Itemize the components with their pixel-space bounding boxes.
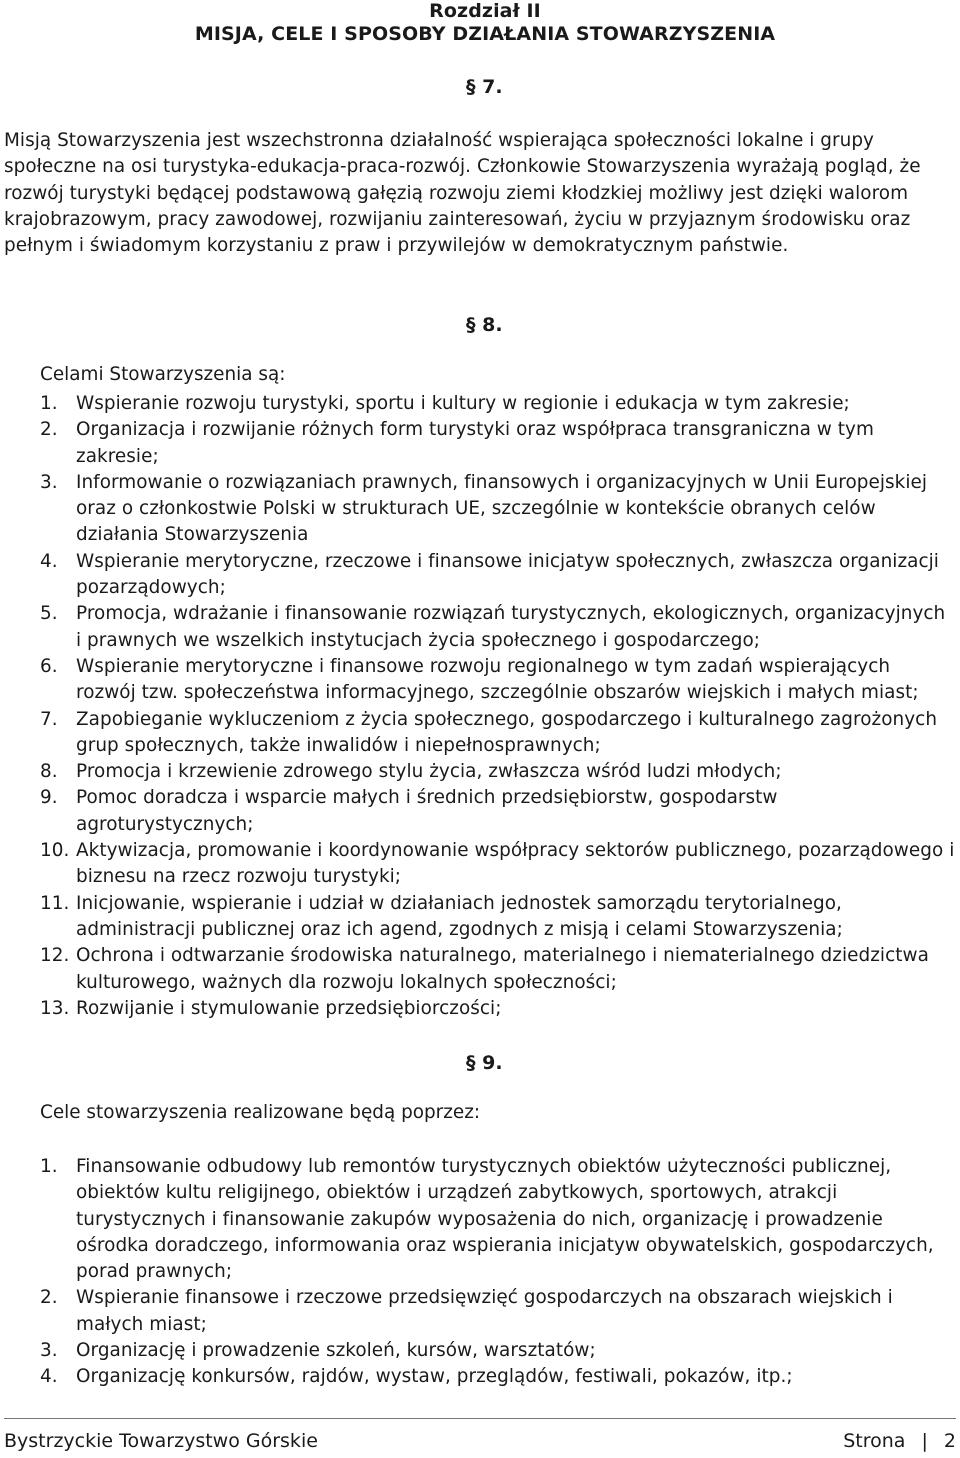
list-item-text: Inicjowanie, wspieranie i udział w działaniach jednostek samorządu terytorialnego, administracji publicznej oraz ich agend, zgodnych z misją i celami Stowarzyszenia; bbox=[76, 892, 843, 940]
list-item bbox=[40, 417, 955, 470]
list-item bbox=[40, 1285, 955, 1338]
list-item-number: 10. bbox=[40, 840, 70, 862]
list-item-number: 1. bbox=[40, 393, 58, 414]
list-item bbox=[40, 654, 955, 707]
list-item-text: Wspieranie merytoryczne i finansowe rozwoju regionalnego w tym zadań wspierających rozwój tzw. społeczeństwa informacyjnego, szczególnie obszarów wiejskich i małych miast; bbox=[76, 655, 919, 704]
page-separator: | bbox=[921, 1430, 928, 1452]
footer-page-info bbox=[843, 1430, 956, 1452]
list-item-number: 5. bbox=[40, 603, 58, 625]
list-item-number: 8. bbox=[40, 761, 58, 783]
footer-organization: Bystrzyckie Towarzystwo Górskie bbox=[4, 1430, 318, 1452]
list-item-text: Informowanie o rozwiązaniach prawnych, finansowych i organizacyjnych w Unii Europejskiej oraz o członkostwie Polski w strukturach UE, szczególnie w kontekście obranych celów działania Stowarzyszenia bbox=[76, 471, 928, 546]
section-9-mark: § 9. bbox=[466, 1052, 503, 1074]
list-item-text: Rozwijanie i stymulowanie przedsiębiorczości; bbox=[76, 997, 502, 1019]
list-item bbox=[40, 838, 955, 891]
list-item-text: Organizację konkursów, rajdów, wystaw, przeglądów, festiwali, pokazów, itp.; bbox=[76, 1366, 793, 1388]
list-item-text: Ochrona i odtwarzanie środowiska naturalnego, materialnego i niematerialnego dziedzictwa kulturowego, ważnych dla rozwoju lokalnych społeczności; bbox=[76, 945, 929, 993]
section-8-lead: Celami Stowarzyszenia są: bbox=[40, 364, 286, 385]
section-8-mark: § 8. bbox=[466, 314, 503, 336]
list-item bbox=[40, 549, 955, 602]
list-item-text: Promocja, wdrażanie i finansowanie rozwiązań turystycznych, ekologicznych, organizacyjnych i prawnych we wszelkich instytucjach życia społecznego i gospodarczego; bbox=[76, 603, 946, 651]
chapter-heading: Rozdział II bbox=[429, 0, 541, 22]
list-item-number: 4. bbox=[40, 550, 58, 572]
list-item-text: Pomoc doradcza i wsparcie małych i średnich przedsiębiorstw, gospodarstw agroturystycznych; bbox=[76, 787, 778, 835]
list-item bbox=[40, 943, 955, 996]
list-item-text: Organizacja i rozwijanie różnych form turystyki oraz współpraca transgraniczna w tym zakresie; bbox=[76, 419, 874, 467]
list-item-text: Wspieranie finansowe i rzeczowe przedsięwzięć gospodarczych na obszarach wiejskich i małych miast; bbox=[76, 1287, 893, 1335]
section-7-mark: § 7. bbox=[466, 76, 503, 98]
chapter-title: MISJA, CELE I SPOSOBY DZIAŁANIA STOWARZYSZENIA bbox=[194, 23, 776, 45]
list-item-number: 1. bbox=[40, 1156, 58, 1177]
list-item bbox=[40, 891, 955, 944]
list-item bbox=[40, 1338, 955, 1364]
list-item-number: 6. bbox=[40, 655, 58, 677]
means-list bbox=[40, 1154, 955, 1391]
list-item bbox=[40, 785, 955, 838]
list-item bbox=[40, 759, 955, 785]
list-item-number: 7. bbox=[40, 708, 58, 730]
list-item bbox=[40, 996, 955, 1022]
list-item bbox=[40, 1364, 955, 1390]
list-item-number: 11. bbox=[40, 892, 70, 914]
list-item-number: 13. bbox=[40, 997, 70, 1019]
list-item-number: 9. bbox=[40, 787, 58, 809]
page-number: 2 bbox=[943, 1430, 956, 1452]
section-7-paragraph: Misją Stowarzyszenia jest wszechstronna działalność wspierająca społeczności lokalne i grupy społeczne na osi turystyka-edukacja-praca-rozwój. Członkowie Stowarzyszenia wyrażają pogląd, że rozwój turystyki będącej podstawową gałęzią rozwoju ziemi kłodzkiej możliwy jest dzięki walorom krajobrazowym, pracy zawodowej, rozwijaniu zainteresowań, życiu w przyjaznym środowisku oraz pełnym i świadomym korzystaniu z praw i przywilejów w demokratycznym państwie. bbox=[4, 130, 921, 257]
list-item-number: 12. bbox=[40, 945, 70, 967]
footer-divider bbox=[4, 1418, 956, 1419]
list-item-text: Finansowanie odbudowy lub remontów turystycznych obiektów użyteczności publicznej, obiektów kultu religijnego, obiektów i urządzeń zabytkowych, sportowych, atrakcji turystycznych i finansowanie zakupów wyposażenia do nich, organizację i prowadzenie ośrodka doradczego, informowania oraz wspierania inicjatyw obywatelskich, gospodarczych, porad prawnych; bbox=[76, 1156, 934, 1283]
list-item-number: 2. bbox=[40, 1287, 58, 1309]
list-item-text: Wspieranie merytoryczne, rzeczowe i finansowe inicjatyw społecznych, zwłaszcza organizacji pozarządowych; bbox=[76, 550, 939, 599]
list-item-text: Aktywizacja, promowanie i koordynowanie współpracy sektorów publicznego, pozarządowego i biznesu na rzecz rozwoju turystyki; bbox=[76, 840, 955, 888]
page-label: Strona bbox=[843, 1430, 906, 1452]
list-item bbox=[40, 391, 955, 417]
list-item-text: Zapobieganie wykluczeniom z życia społecznego, gospodarczego i kulturalnego zagrożonych grup społecznych, także inwalidów i niepełnosprawnych; bbox=[76, 708, 938, 756]
section-9-lead: Cele stowarzyszenia realizowane będą poprzez: bbox=[40, 1102, 481, 1123]
list-item-text: Organizację i prowadzenie szkoleń, kursów, warsztatów; bbox=[76, 1340, 596, 1362]
list-item-number: 2. bbox=[40, 419, 58, 441]
list-item-number: 3. bbox=[40, 1340, 58, 1362]
list-item bbox=[40, 1154, 955, 1285]
list-item bbox=[40, 470, 955, 549]
list-item-number: 4. bbox=[40, 1366, 58, 1388]
list-item-text: Wspieranie rozwoju turystyki, sportu i kultury w regionie i edukacja w tym zakresie; bbox=[76, 393, 850, 414]
list-item bbox=[40, 707, 955, 760]
goals-list bbox=[40, 391, 955, 1022]
list-item-text: Promocja i krzewienie zdrowego stylu życia, zwłaszcza wśród ludzi młodych; bbox=[76, 761, 782, 783]
list-item-number: 3. bbox=[40, 471, 58, 493]
list-item bbox=[40, 601, 955, 654]
